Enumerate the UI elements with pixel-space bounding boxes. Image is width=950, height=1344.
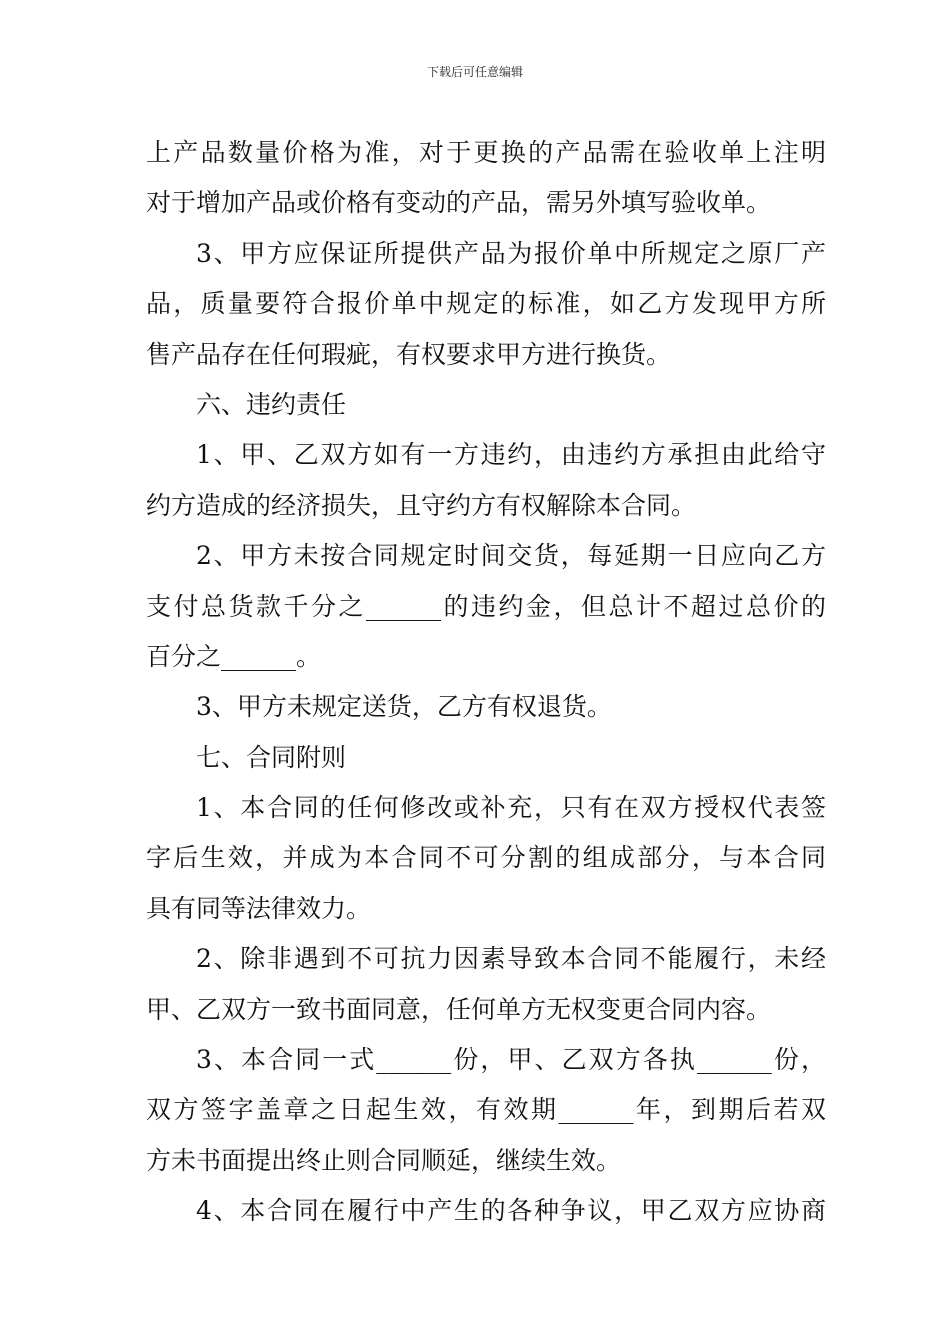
text-line: 1、甲、乙双方如有一方违约，由违约方承担由此给守 xyxy=(196,440,826,470)
text-line: 具有同等法律效力。 xyxy=(146,893,372,923)
text-line: 3、甲方应保证所提供产品为报价单中所规定之原厂产 xyxy=(196,238,826,268)
text-line: 对于增加产品或价格有变动的产品，需另外填写验收单。 xyxy=(146,188,772,218)
text-line: 支付总货款千分之______的违约金，但总计不超过总价的 xyxy=(146,591,826,621)
text-line: 上产品数量价格为准，对于更换的产品需在验收单上注明 xyxy=(146,138,826,167)
text-line: 2、甲方未按合同规定时间交货，每延期一日应向乙方 xyxy=(196,541,826,571)
text-line: 3、甲方未规定送货，乙方有权退货。 xyxy=(196,692,612,722)
text-line: 双方签字盖章之日起生效，有效期______年，到期后若双 xyxy=(146,1095,826,1125)
text-line: 方未书面提出终止则合同顺延，继续生效。 xyxy=(146,1145,622,1175)
text-line: 品，质量要符合报价单中规定的标准，如乙方发现甲方所 xyxy=(146,289,826,319)
text-line: 1、本合同的任何修改或补充，只有在双方授权代表签 xyxy=(196,793,826,823)
text-line: 百分之______。 xyxy=(146,641,322,671)
text-line: 七、合同附则 xyxy=(196,742,347,772)
text-line: 3、本合同一式______份，甲、乙双方各执______份， xyxy=(196,1045,826,1075)
document-body xyxy=(146,128,826,1237)
text-line: 甲、乙双方一致书面同意，任何单方无权变更合同内容。 xyxy=(146,994,772,1024)
text-line: 售产品存在任何瑕疵，有权要求甲方进行换货。 xyxy=(146,339,672,369)
text-line: 字后生效，并成为本合同不可分割的组成部分，与本合同 xyxy=(146,843,826,873)
text-line: 约方造成的经济损失，且守约方有权解除本合同。 xyxy=(146,490,697,520)
text-line: 2、除非遇到不可抗力因素导致本合同不能履行，未经 xyxy=(196,944,826,974)
page-header: 下载后可任意编辑 xyxy=(426,65,523,79)
text-line: 4、本合同在履行中产生的各种争议，甲乙双方应协商 xyxy=(196,1196,826,1226)
text-line: 六、违约责任 xyxy=(196,389,347,419)
